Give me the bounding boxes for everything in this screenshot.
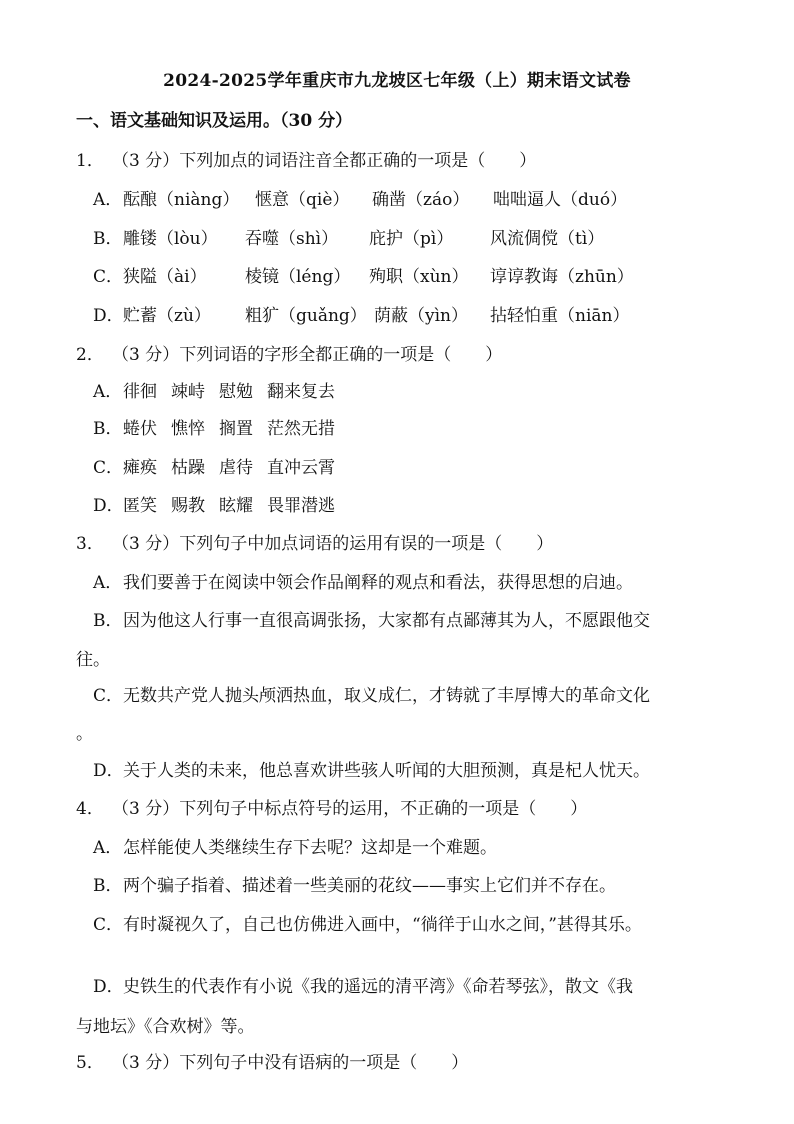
option-item: 慰勉	[219, 382, 253, 402]
option-item: 憔悴	[171, 419, 205, 439]
option-item: 狭隘（ài）	[123, 267, 207, 287]
q2-option-c[interactable]	[93, 453, 349, 478]
option-letter: C．	[93, 915, 124, 935]
question-number: 1．	[76, 151, 104, 171]
option-text: 怎样能使人类继续生存下去呢？这却是一个难题。	[123, 838, 497, 858]
option-item: 匿笑	[123, 496, 157, 516]
q1-option-b[interactable]	[93, 224, 733, 248]
option-item: 吞噬（shì）	[245, 229, 339, 249]
question-number: 2．	[76, 345, 104, 365]
option-item: 虐待	[219, 458, 253, 478]
option-item: 翻来复去	[267, 382, 335, 402]
option-item: 徘徊	[123, 382, 157, 402]
option-item: 庇护（pì）	[369, 229, 454, 249]
option-item: 雕镂（lòu）	[123, 229, 218, 249]
section-heading: 一、语文基础知识及运用。（30 分）	[76, 111, 353, 131]
option-item: 咄咄逼人（duó）	[493, 190, 628, 210]
option-letter: C．	[93, 686, 124, 706]
q4-option-d-continued: 与地坛》《合欢树》等。	[76, 1017, 255, 1037]
option-letter: B．	[93, 876, 123, 896]
page-title: 2024-2025学年重庆市九龙坡区七年级（上）期末语文试卷	[163, 71, 631, 91]
question-number: 5．	[76, 1053, 104, 1073]
option-item: 眩耀	[219, 496, 253, 516]
option-item: 确凿（záo）	[372, 190, 470, 210]
option-item: 蜷伏	[123, 419, 157, 439]
option-item: 荫蔽（yìn）	[374, 306, 468, 326]
question-text: （3 分）下列加点的词语注音全都正确的一项是（ ）	[112, 151, 537, 171]
option-item: 贮蓄（zù）	[123, 306, 211, 326]
q4-option-c[interactable]	[93, 910, 642, 935]
option-text: 无数共产党人抛头颅洒热血，取义成仁，才铸就了丰厚博大的革命文化	[123, 686, 650, 706]
option-letter: B．	[93, 419, 123, 439]
option-text: 因为他这人行事一直很高调张扬，大家都有点鄙薄其为人，不愿跟他交	[123, 611, 650, 631]
question-text: （3 分）下列句子中没有语病的一项是（ ）	[112, 1053, 469, 1073]
q3-option-a[interactable]	[93, 568, 633, 593]
q2-option-d[interactable]	[93, 491, 349, 516]
option-item: 茫然无措	[267, 419, 335, 439]
option-letter: B．	[93, 229, 123, 249]
q3-option-c-continued: 。	[76, 724, 93, 744]
option-item: 谆谆教诲（zhūn）	[490, 267, 634, 287]
option-item: 殉职（xùn）	[369, 267, 469, 287]
question-3-stem	[76, 529, 553, 554]
q1-option-c[interactable]	[93, 262, 733, 286]
option-item: 枯躁	[171, 458, 205, 478]
option-letter: A．	[93, 382, 123, 402]
option-letter: D．	[93, 977, 124, 997]
option-letter: C．	[93, 458, 124, 478]
q4-option-a[interactable]	[93, 833, 497, 858]
option-letter: B．	[93, 611, 123, 631]
option-item: 酝酿（niàng）	[123, 190, 240, 210]
q3-option-c[interactable]	[93, 681, 650, 706]
option-item: 惬意（qiè）	[255, 190, 350, 210]
option-letter: A．	[93, 573, 123, 593]
question-text: （3 分）下列词语的字形全都正确的一项是（ ）	[112, 345, 503, 365]
option-letter: C．	[93, 267, 124, 287]
option-letter: A．	[93, 190, 123, 210]
option-text: 两个骗子指着、描述着一些美丽的花纹——事实上它们并不存在。	[123, 876, 616, 896]
option-item: 搁置	[219, 419, 253, 439]
q2-option-a[interactable]	[93, 377, 349, 402]
question-text: （3 分）下列句子中标点符号的运用，不正确的一项是（ ）	[112, 799, 588, 819]
question-number: 4．	[76, 799, 104, 819]
question-2-stem	[76, 340, 502, 365]
q3-option-b-continued: 往。	[76, 650, 110, 670]
option-text: 关于人类的未来，他总喜欢讲些骇人听闻的大胆预测，真是杞人忧天。	[123, 761, 650, 781]
q1-option-a[interactable]	[93, 185, 733, 209]
option-item: 直冲云霄	[267, 458, 335, 478]
question-5-stem	[76, 1048, 468, 1073]
option-letter: D．	[93, 306, 124, 326]
option-text: 史铁生的代表作有小说《我的遥远的清平湾》《命若琴弦》，散文《我	[123, 977, 633, 997]
option-item: 竦峙	[171, 382, 205, 402]
question-number: 3．	[76, 534, 104, 554]
option-item: 赐教	[171, 496, 205, 516]
question-4-stem	[76, 794, 587, 819]
option-item: 棱镜（léng）	[245, 267, 351, 287]
option-letter: D．	[93, 761, 124, 781]
q1-option-d[interactable]	[93, 301, 733, 325]
question-1-stem	[76, 146, 536, 171]
option-item: 畏罪潜逃	[267, 496, 335, 516]
q3-option-d[interactable]	[93, 756, 650, 781]
option-item: 拈轻怕重（niān）	[490, 306, 630, 326]
option-text: 有时凝视久了，自己也仿佛进入画中，“徜徉于山水之间，”甚得其乐。	[123, 915, 642, 935]
q3-option-b[interactable]	[93, 606, 650, 631]
q4-option-d[interactable]	[93, 972, 633, 997]
option-letter: A．	[93, 838, 123, 858]
question-text: （3 分）下列句子中加点词语的运用有误的一项是（ ）	[112, 534, 554, 554]
option-item: 风流倜傥（tì）	[490, 229, 605, 249]
q2-option-b[interactable]	[93, 414, 349, 439]
option-item: 瘫痪	[123, 458, 157, 478]
q4-option-b[interactable]	[93, 871, 616, 896]
option-item: 粗犷（guǎng）	[245, 306, 367, 326]
option-letter: D．	[93, 496, 124, 516]
option-text: 我们要善于在阅读中领会作品阐释的观点和看法，获得思想的启迪。	[123, 573, 633, 593]
